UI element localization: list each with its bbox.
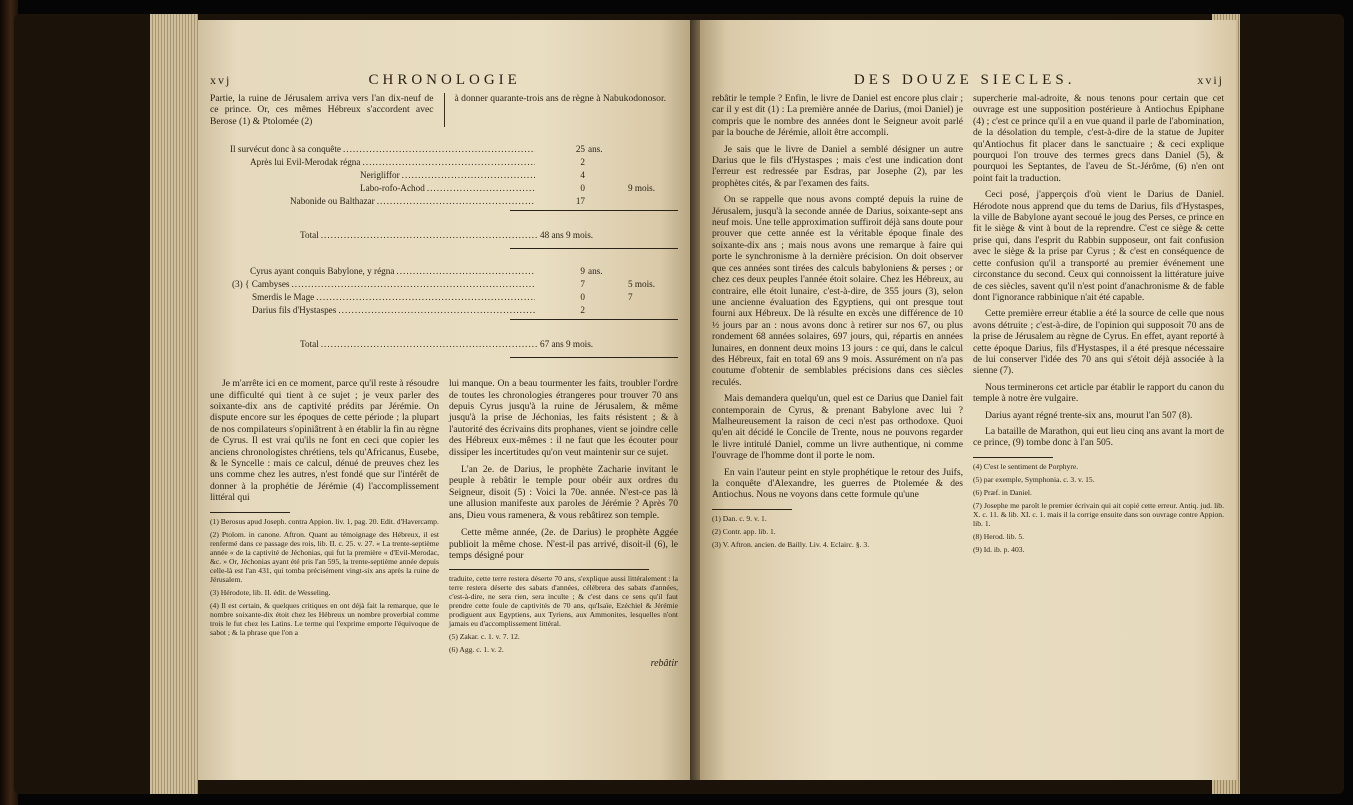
column-right (449, 378, 678, 669)
footnote: (3) V. Aftron. ancien. de Bailly. Liv. 4. Eclairc. §. 3. (712, 539, 870, 549)
paragraph: à donner quarante-trois ans de règne à Nabukodonosor. (454, 93, 667, 104)
paragraph: La bataille de Marathon, qui eut lieu cinq ans avant la mort de ce prince, (9) tombe donc à l'an 505. (973, 425, 1224, 449)
footnote: (6) Agg. c. 1. v. 2. (449, 645, 504, 655)
column-left (210, 378, 439, 669)
footnote: traduite, cette terre restera déserte 70 ans, s'explique aussi littéralement : la terre restera déserte des sabats d'années, célébrera des sabats d'années, c'est-à-dire, ne sera rien, sera inculte ; & c'est dans ce sens qu'il faut prendre cette foule de captivités de 70 ans, qu'Isaïe, Ezéchiel & Jérémie prodiguent aux Egyptiens, aux Tyriens, aux Ammonites, lesquelles n'ont jamais eu d'accomplissement littéral. (449, 574, 678, 629)
total-row: Total ..... 48 ans 9 mois. (210, 229, 678, 242)
paragraph: On se rappelle que nous avons compté depuis la ruine de Jérusalem, jusqu'à la seconde année de Darius, soixante-sept ans neuf mois. Une telle approximation suffiroit déjà sans doute pour prouver que cette année est la véritable époque finale des soixante-dix ans ; mais nous avons une remarque à faire qui porte le synchronisme à la dernière précision. On doit observer que ces années sont tirées des calculs babyloniens & perses ; or chez ces deux peuples l'année étoit solaire. Chez les Hébreux, au contraire, elle étoit lunaire, c'est-à-dire, de 355 jours (3), selon une ancienne évaluation des Egyptiens, qui ont presque tout fourni aux Hébreux. De là résulte en excès une différence de 10 ½ jours par an : nous avons donc à retirer sur nos 67, ou plus rondement 68 années solaires, 697 jours, qui, répartis en années lunaires, en donnent deux moins 13 jours : ce qui, dans le calcul des Hébreux, fait en total 69 ans 9 mois. Assurément on n'a pas coutume d'obtenir de semblables précisions dans ces siècles reculés. (712, 194, 963, 388)
reign-row: Smerdis le Mage ..... 0 7 (210, 291, 678, 304)
footnote: (5) par exemple, Symphonia. c. 3. v. 15. (973, 474, 1095, 484)
column-right (973, 93, 1224, 558)
catchword: rebâtir (650, 658, 678, 670)
paragraph: Je m'arrête ici en ce moment, parce qu'il reste à résoudre une difficulté qui tient à ce sujet ; je veux parler des soixante-dix ans de captivité prédits par Jérémie. On dispute encore sur les époques de cette période ; la plupart de nos compilateurs s'opiniâtrent à en établir la fin au règne de Cyrus. Il est vrai qu'ils ne font en ceci que copier les anciens chronologistes chrétiens, tels qu'Africanus, Eusebe, & le Syncelle : mais ce calcul, dénué de preuves chez les uns comme chez les autres, n'est fondé que sur l'intérêt de donner à la prophétie de Jérémie (4) l'accomplissement littéral qui (210, 378, 439, 504)
reign-row: Nerigliffor ..... 4 (210, 169, 678, 182)
paragraph: Partie, la ruine de Jérusalem arriva vers l'an dix-neuf de ce prince. Or, ces mêmes Hébreux s'accordent avec Berose (1) & Ptolomée (2) (210, 93, 434, 127)
two-column-body (210, 378, 678, 669)
footnote: (8) Herod. lib. 5. (973, 531, 1025, 541)
footnote: (2) Ptolom. in canone. Aftron. Quant au témoignage des Hébreux, il est renfermé dans ce passage des rois, lib. II. c. 25. v. 27. « La trente-septième année « de la captivité de Jéchonias, qui fut la première « d'Evil-Merodac, &c. » Or, Jéchonias ayant été pris l'an 595, la trente-septième année depuis celle-là est l'an 431, qui tomba précisément vingt-six ans après la ruine de Jérusalem. (210, 529, 439, 584)
footnote: (6) Præf. in Daniel. (973, 487, 1032, 497)
reign-row: Cyrus ayant conquis Babylone, y régna ..... 9 ans. (210, 265, 678, 278)
two-column-body (712, 93, 1224, 558)
paragraph: En vain l'auteur peint en style prophétique le retour des Juifs, la conquête d'Alexandre, les guerres de Ptolemée & des Antiochus. Nous ne voyons dans cette formule qu'une (712, 466, 963, 501)
paragraph: Mais demandera quelqu'un, quel est ce Darius que Daniel fait contemporain de Cyrus, & prenant Babylone avec lui ? Malheureusement la raison de ceci n'est pas orthodoxe. Quoi qu'en ait décidé le Concile de Trente, nous ne pouvons regarder le livre intitulé Daniel, comme un livre authentique, ni comme l'ouvrage de l'homme dont il porte le nom. (712, 393, 963, 462)
paragraph: Je sais que le livre de Daniel a semblé désigner un autre Darius que le fils d'Hystaspes ; mais c'est une indication dont l'erreur est redressée par Esdras, par Josephe (2), par les prophètes cités, & par l'examen des faits. (712, 143, 963, 189)
paragraph: Nous terminerons cet article par établir le rapport du canon du temple à notre ère vulgaire. (973, 381, 1224, 405)
paragraph: Darius ayant régné trente-six ans, mourut l'an 507 (8). (985, 409, 1193, 421)
footnote: (2) Contr. app. lib. 1. (712, 526, 776, 536)
right-page (700, 20, 1236, 780)
paragraph: L'an 2e. de Darius, le prophète Zacharie invitant le peuple à rebâtir le temple pour obéir aux ordres du Seigneur, disoit (5) : Voici la 70e. année. N'est-ce pas là une allusion manifeste aux paroles de Jérémie ? Après 70 ans, Dieu vous ramenera, & vous rebâtirez son temple. (449, 464, 678, 521)
total-row: Total ..... 67 ans 9 mois. (210, 338, 678, 351)
paragraph: rebâtir le temple ? Enfin, le livre de Daniel est encore plus clair ; car il y est dit (1) : La première année de Darius, (moi Daniel) je compris que le nombre des années dont le Seigneur avoit parlé par la bouche de Jérémie, alloit être accompli. (712, 93, 963, 139)
footnote: (1) Dan. c. 9. v. 1. (712, 513, 767, 523)
reign-table-1 (210, 143, 678, 249)
reign-row: Nabonide ou Balthazar ..... 17 (210, 195, 678, 208)
footnote: (3) Hérodote, lib. II. édit. de Wesseling. (210, 587, 331, 597)
paragraph: Cette première erreur établie a été la source de celle que nous avons détruite ; c'est-à-dire, de l'opinion qui supposoit 70 ans de la prise de Jérusalem au règne de Cyrus. En effet, ayant reporté à cette époque Darius, fils d'Hystaspes, il a été presque nécessaire de lui conserver l'idée des 70 ans qui s'étoit déjà associée à la sienne (7). (973, 308, 1224, 377)
top-text (210, 93, 678, 127)
page-edges-left (150, 14, 198, 794)
reign-row: Après lui Evil-Merodak régna ..... 2 (210, 156, 678, 169)
page-number: xvij (1197, 73, 1224, 87)
paragraph: Ceci posé, j'apperçois d'où vient le Darius de Daniel. Hérodote nous apprend que du tems de Darius, fils d'Hystaspes, la ville de Babylone ayant secoué le joug des Perses, ce prince en fit le siège & vint à bout de la reprendre. C'est ce siège & cette prise qui, dans l'esprit du Rabbin supposeur, ont fait confusion avec le siège & la prise par Cyrus ; & c'est en conséquence de cette confusion qu'il a transporté au premier événement une circonstance du second. Ceux qui connoissent la littérature juive de ces siècles, savent qu'il n'est point d'anachronisme & de fable dont l'ignorance rabbinique n'ait été capable. (973, 189, 1224, 303)
paragraph: supercherie mal-adroite, & nous tenons pour certain que cet ouvrage est une supposition postérieure à Antiochus Epiphane (4) ; c'est ce prince qu'il a en vue quand il parle de l'abomination, de la désolation du temple, c'est-à-dire de la statue de Jupiter qu'Antiochus fit placer dans le sanctuaire ; & ceci explique pourquoi l'on trouve des termes grecs dans Daniel (5), & pourquoi les Septantes, de l'aveu de St.-Jérôme, (6) n'en ont point fait la traduction. (973, 93, 1224, 184)
reign-table-2 (210, 265, 678, 358)
reign-row: Darius fils d'Hystaspes ..... 2 (210, 304, 678, 317)
left-page (198, 20, 690, 780)
paragraph: Cette même année, (2e. de Darius) le prophète Aggée publioit la même chose. N'est-il pas arrivé, disoit-il (6), le temps désigné pour (449, 527, 678, 561)
column-left (712, 93, 963, 558)
left-page-header (210, 72, 678, 89)
reign-row: Il survécut donc à sa conquête ..... 25 ans. (210, 143, 678, 156)
right-page-header (712, 72, 1224, 89)
page-number: xvj (210, 73, 232, 87)
running-title: CHRONOLOGIE (368, 72, 521, 88)
running-title: DES DOUZE SIECLES. (853, 72, 1076, 88)
footnote: (5) Zakar. c. 1. v. 7. 12. (449, 632, 520, 642)
reign-row: Labo-rofo-Achod ..... 0 9 mois. (210, 182, 678, 195)
reign-row: (3) { Cambyses ..... 7 5 mois. (210, 278, 678, 291)
footnote: (7) Josephe me paroît le premier écrivain qui ait copié cette erreur. Antiq. jud. lib. X. c. 11. & lib. XI. c. 1. mais il la corrige ensuite dans son ouvrage contre Appion. lib. 1. (973, 500, 1224, 528)
footnote: (1) Berosus apud Joseph. contra Appion. liv. 1, pag. 20. Edit. d'Havercamp. (210, 516, 439, 526)
footnote: (4) Il est certain, & quelques critiques en ont déjà fait la remarque, que le nombre soixante-dix étoit chez les Hébreux un nombre proverbial comme trois le fut chez les Latins. Le terme qui l'exprime emporte l'équivoque de sabot ; & la phrase que l'on a (210, 600, 439, 637)
footnote: (9) Id. ib. p. 403. (973, 544, 1025, 554)
paragraph: lui manque. On a beau tourmenter les faits, troubler l'ordre de toutes les chronologies étrangeres pour trouver 70 ans depuis Cyrus jusqu'à la ruine de Jérusalem, & même jusqu'à la prise de Jéchonias, les faits résistent ; & à l'autorité des écrivains dits prophanes, vient se joindre celle des Hébreux eux-mêmes : il ne faut que les écouter pour dissiper les incertitudes qu'on veut maintenir sur ce sujet. (449, 378, 678, 458)
footnote: (4) C'est le sentiment de Porphyre. (973, 461, 1079, 471)
